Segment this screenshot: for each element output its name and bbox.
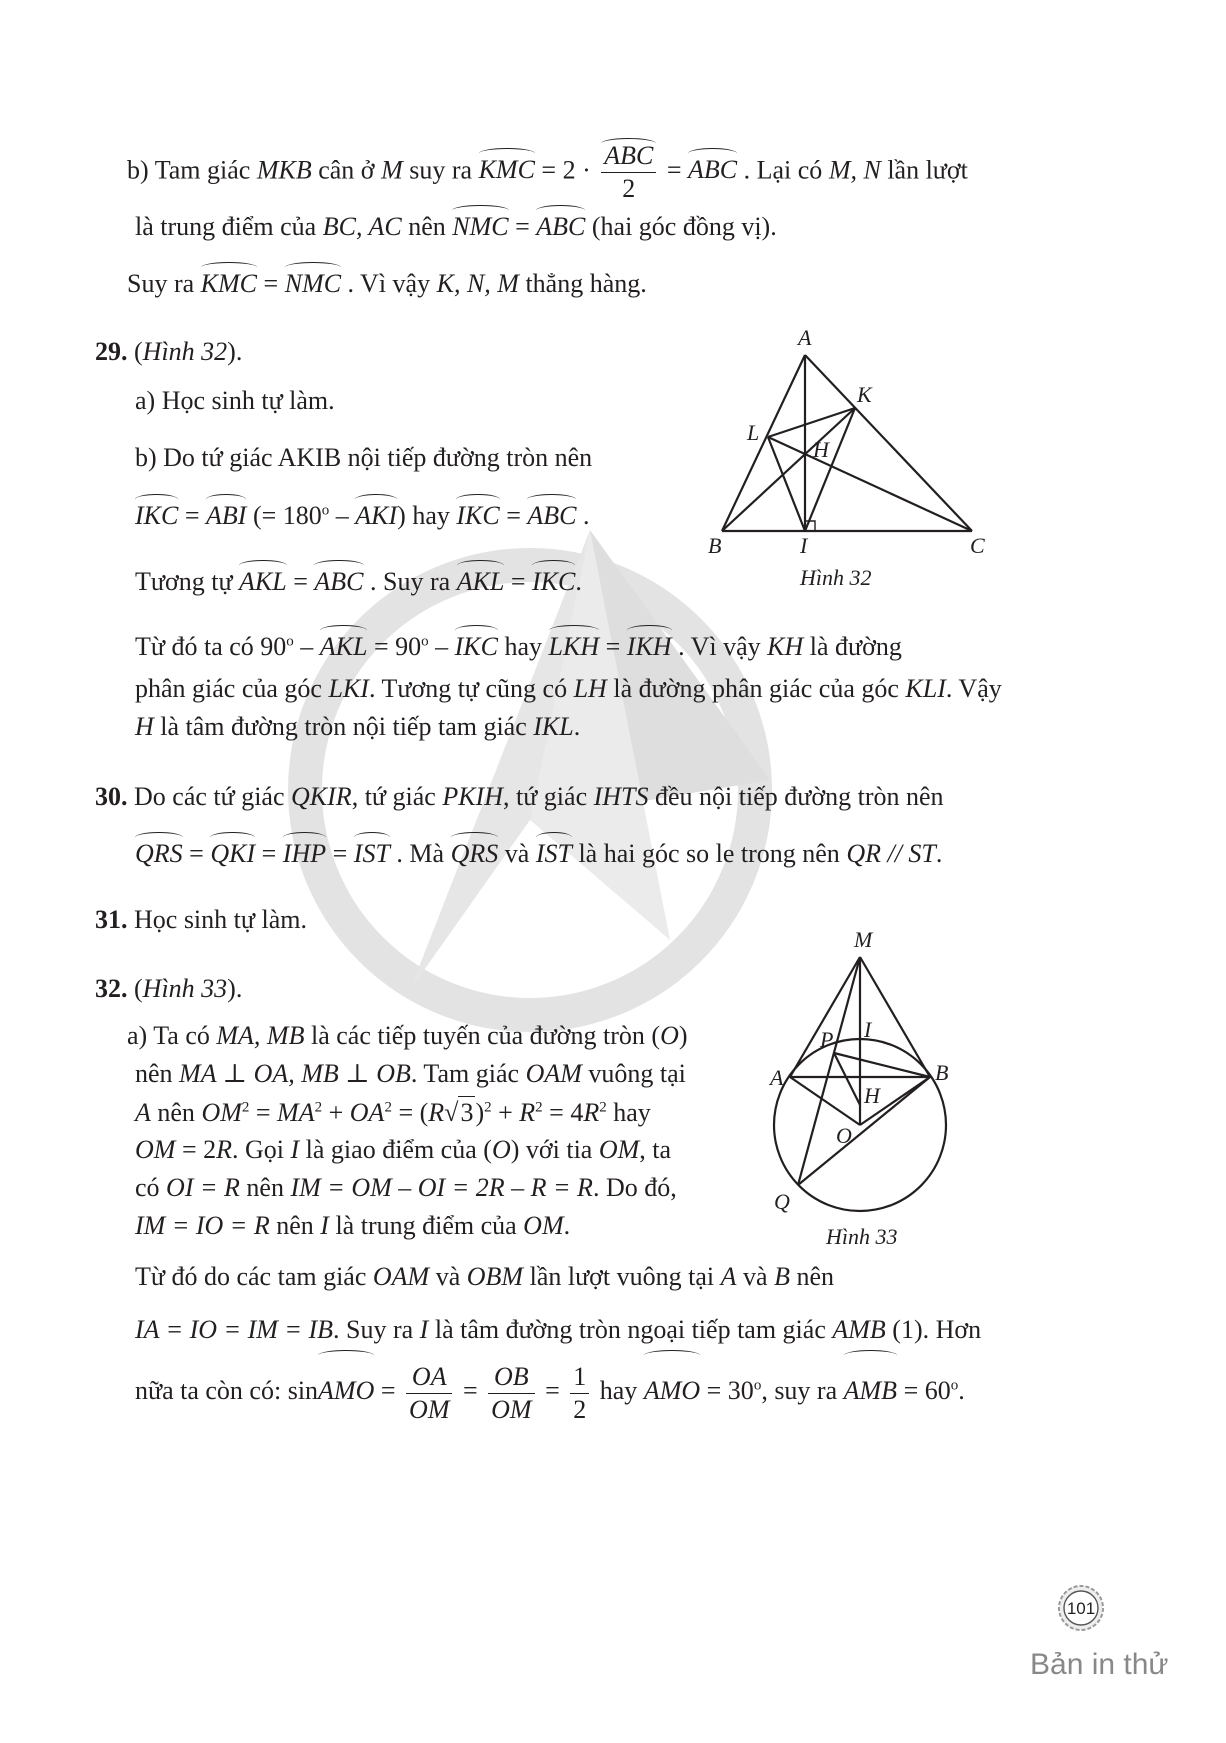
fig33-label-P: P (820, 1027, 834, 1052)
p32-line2: nên MA ⊥ OA, MB ⊥ OB. Tam giác OAM vuông tại (135, 1059, 686, 1088)
p32-line9: nữa ta còn có: sinAMO = $\frac{OA}{OM}$ = $\frac{OB}{OM}$ = $\frac{1}{2}$ hay AMO = $30^o$, suy ra AMB = $60^o$. (135, 1352, 965, 1426)
fig32-seg-AC (805, 355, 972, 531)
p28b-line1: b) Tam giác MKB cân ở M suy ra KMC = 2 · $\frac{\text{ABC}}{2}$ = ABC . Lại có M, N lần lượt (127, 141, 968, 203)
draft-label: Bản in thử (1030, 1648, 1169, 1681)
p29-b4: Từ đó ta có 90$^o$ – AKL = $90^o$ – IKC hay LKH = IKH . Vì vậy KH là đường (135, 627, 902, 663)
fig32-label-I: I (800, 533, 808, 558)
p32-line8: IA = IO = IM = IB. Suy ra I là tâm đường tròn ngoại tiếp tam giác AMB (1). Hơn (135, 1315, 982, 1344)
p30-line1: 30. Do các tứ giác QKIR, tứ giác PKIH, tứ giác IHTS đều nội tiếp đường tròn nên (95, 782, 944, 811)
fig32-label-A: A (798, 325, 812, 350)
watermark-logo (270, 520, 790, 1040)
p32-line5: có OI = R nên IM = OM – OI = 2R – R = R. Do đó, (135, 1173, 677, 1202)
p29-heading: 29. (Hình 32). (95, 337, 243, 366)
p28b-line2: là trung điểm của BC, AC nên NMC = ABC (hai góc đồng vị). (135, 207, 777, 243)
fig33-seg-PH (834, 1053, 860, 1105)
fig32-seg-AB (722, 355, 805, 531)
fig33-label-B: B (935, 1060, 949, 1085)
fig33-seg-MQ (798, 957, 860, 1185)
p29-b6: H là tâm đường tròn nội tiếp tam giác IKL. (135, 712, 581, 741)
p28b-line3: Suy ra KMC = NMC . Vì vậy K, N, M thẳng hàng. (127, 264, 647, 300)
p29-a: a) Học sinh tự làm. (135, 386, 335, 415)
figure-33 (760, 925, 980, 1225)
p32-heading: 32. (Hình 33). (95, 974, 243, 1003)
p31: 31. Học sinh tự làm. (95, 905, 307, 934)
p29-b5: phân giác của góc LKI. Tương tự cũng có LH là đường phân giác của góc KLI. Vậy (135, 674, 1002, 703)
p29-b1: b) Do tứ giác AKIB nội tiếp đường tròn nên (135, 443, 593, 472)
fig33-label-Q: Q (774, 1189, 790, 1214)
fig32-label-C: C (970, 533, 985, 558)
fig33-label-H: H (864, 1083, 880, 1108)
fig32-label-B: B (708, 533, 722, 558)
fig32-seg-BK (722, 408, 855, 531)
page-number-badge (1057, 1584, 1105, 1632)
fig33-caption: Hình 33 (826, 1224, 898, 1249)
p29-b3: Tương tự AKL = ABC . Suy ra AKL = IKC. (135, 562, 582, 598)
fig32-label-K: K (857, 382, 872, 407)
p32-line7: Từ đó do các tam giác OAM và OBM lần lượt vuông tại A và B nên (135, 1262, 835, 1291)
fig32-seg-KI (805, 408, 855, 531)
p32-line3: A nên $OM^2 = MA^2 + OA^2 = (R√3)^2 + R^2 = 4R^2$ hay (135, 1098, 651, 1127)
fig32-label-H: H (813, 437, 829, 462)
p32-line6: IM = IO = R nên I là trung điểm của OM. (135, 1211, 571, 1240)
fig33-label-A: A (770, 1065, 784, 1090)
fig32-caption: Hình 32 (800, 565, 872, 590)
p32-line4: OM = 2R. Gọi I là giao điểm của (O) với tia OM, ta (135, 1135, 672, 1164)
fig33-label-M: M (854, 927, 873, 952)
p29-b2: IKC = ABI (= $180^o - AKI$) hay IKC = ABC . (135, 496, 589, 532)
fig33-seg-MA (790, 957, 860, 1077)
p32-line1: a) Ta có MA, MB là các tiếp tuyến của đường tròn (O) (127, 1021, 688, 1050)
figure-32 (700, 325, 1000, 565)
p30-line2: QRS = QKI = IHP = IST . Mà QRS và IST là hai góc so le trong nên QR // ST. (135, 834, 942, 870)
fig33-seg-PB (834, 1053, 930, 1077)
fig32-label-L: L (747, 420, 760, 445)
fig32-seg-LK (768, 408, 855, 437)
fig33-label-I: I (864, 1017, 872, 1042)
page-number: 101 (1066, 1599, 1096, 1618)
fig33-label-O: O (836, 1123, 852, 1148)
